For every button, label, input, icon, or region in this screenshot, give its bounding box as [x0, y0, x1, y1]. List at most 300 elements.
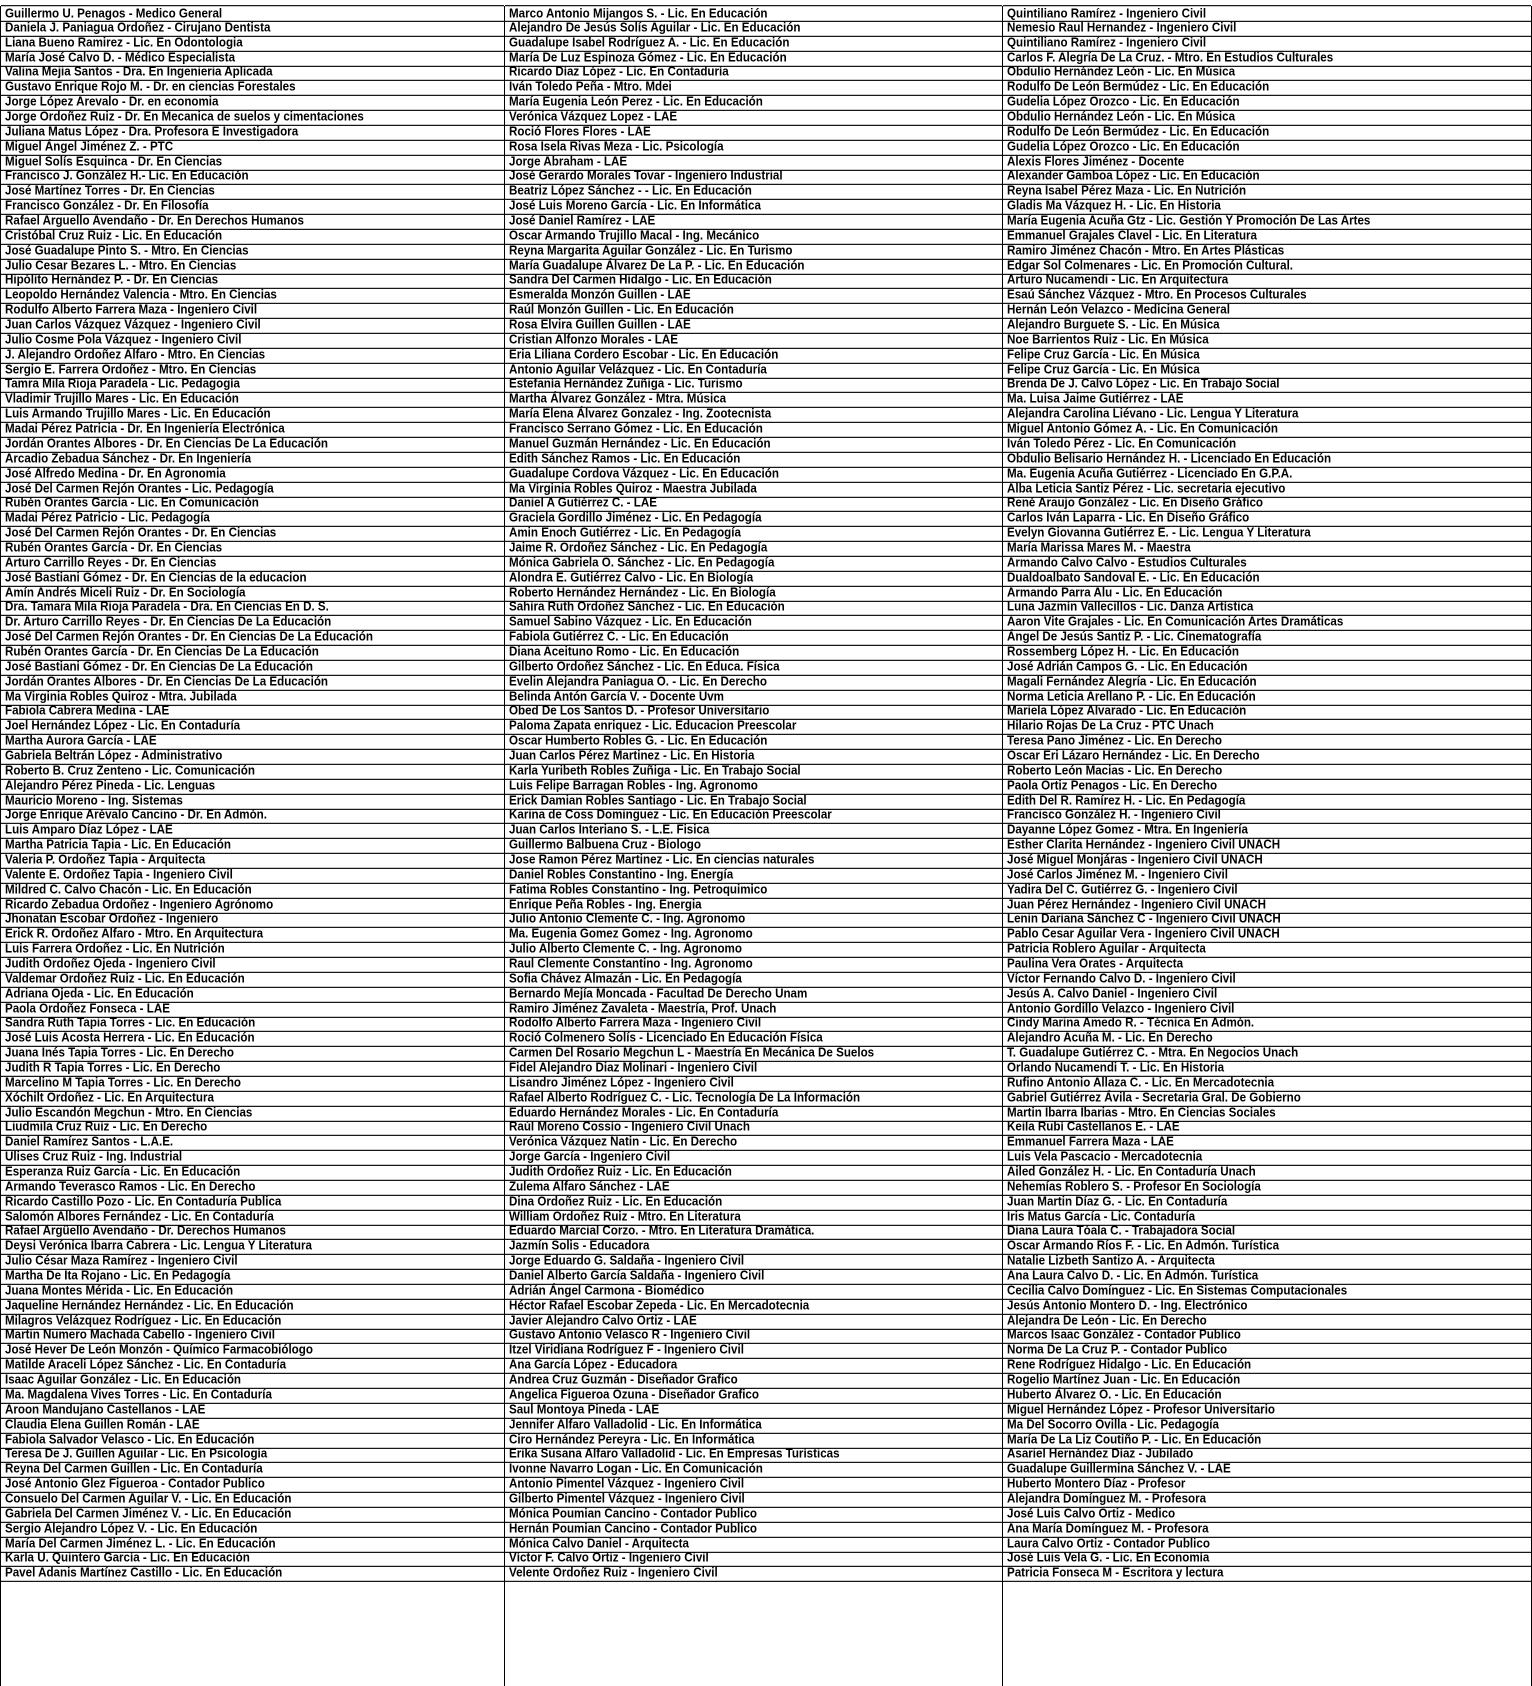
table-cell: María De Luz Espinoza Gómez - Lic. En Educación [505, 50, 1002, 67]
table-cell: Enrique Peña Robles - Ing. Energia [505, 897, 1002, 914]
table-cell: Roberto León Macias - Lic. En Derecho [1003, 763, 1531, 780]
table-cell: Belinda Antón García V. - Docente Uvm [505, 689, 1002, 706]
table-cell: Deysi Verónica Ibarra Cabrera - Lic. Lengua Y Literatura [1, 1238, 504, 1255]
table-cell: Juan Martin Díaz G. - Lic. En Contaduría [1003, 1194, 1531, 1211]
table-cell: Antonio Aguilar Velázquez - Lic. En Contaduría [505, 362, 1002, 379]
table-cell: Judith R Tapia Torres - Lic. En Derecho [1, 1060, 504, 1077]
table-cell: María Elena Álvarez Gonzalez - Ing. Zootecnista [505, 406, 1002, 423]
table-cell: María Marissa Mares M. - Maestra [1003, 540, 1531, 557]
table-cell: Erick Damian Robles Santiago - Lic. En Trabajo Social [505, 793, 1002, 810]
table-cell: Bernardo Mejía Moncada - Facultad De Derecho Unam [505, 986, 1002, 1003]
table-cell: Roberto B. Cruz Zenteno - Lic. Comunicación [1, 763, 504, 780]
table-cell: Paulina Vera Orates - Arquitecta [1003, 956, 1531, 973]
table-cell: Felipe Cruz García - Lic. En Música [1003, 347, 1531, 364]
table-cell: Huberto Montero Díaz - Profesor [1003, 1476, 1531, 1493]
table-cell: Marco Antonio Mijangos S. - Lic. En Educación [505, 5, 1002, 22]
table-cell: Obdulio Hernández León - Lic. En Música [1003, 65, 1531, 82]
table-cell: Paola Ortiz Penagos - Lic. En Derecho [1003, 778, 1531, 795]
table-cell: Erick R. Ordoñez Alfaro - Mtro. En Arquitectura [1, 926, 504, 943]
table-cell: Quintiliano Ramírez - Ingeniero Civil [1003, 5, 1531, 22]
table-cell: Rosa Isela Rivas Meza - Lic. Psicología [505, 139, 1002, 156]
table-cell: Aroon Mandujano Castellanos - LAE [1, 1402, 504, 1419]
table-cell: Rodulfo De León Bermúdez - Lic. En Educación [1003, 124, 1531, 141]
table-cell: Gabriela Beltrán López - Administrativo [1, 748, 504, 765]
table-cell: Paloma Zapata enriquez - Lic. Educacion Preescolar [505, 718, 1002, 735]
table-cell: Cecilia Calvo Domínguez - Lic. En Sistemas Computacionales [1003, 1283, 1531, 1300]
table-cell: Verónica Vázquez Natin - Lic. En Derecho [505, 1134, 1002, 1151]
table-cell: Jesús Antonio Montero D. - Ing. Electrónico [1003, 1298, 1531, 1315]
table-cell: Alejandro Burguete S. - Lic. En Música [1003, 317, 1531, 334]
table-cell: Jordán Orantes Albores - Dr. En Ciencias De La Educación [1, 436, 504, 453]
table-cell: Roció Flores Flores - LAE [505, 124, 1002, 141]
table-cell: Paola Ordoñez Fonseca - LAE [1, 1001, 504, 1018]
table-cell: Samuel Sabino Vázquez - Lic. En Educación [505, 614, 1002, 631]
table-cell: Asariel Hernández Díaz - Jubilado [1003, 1446, 1531, 1463]
table-cell: Nehemías Roblero S. - Profesor En Sociología [1003, 1179, 1531, 1196]
table-cell: Ricardo Zebadua Ordoñez - Ingeniero Agrónomo [1, 897, 504, 914]
table-cell: Salomón Albores Fernández - Lic. En Contaduría [1, 1209, 504, 1226]
table-cell: Luis Armando Trujillo Mares - Lic. En Educación [1, 406, 504, 423]
table-cell: Ma. Eugenia Gomez Gomez - Ing. Agronomo [505, 926, 1002, 943]
table-cell: Emmanuel Grajales Clavel - Lic. En Literatura [1003, 228, 1531, 245]
table-cell: J. Alejandro Ordoñez Alfaro - Mtro. En Ciencias [1, 347, 504, 364]
table-cell: Eduardo Hernández Morales - Lic. En Contaduría [505, 1105, 1002, 1122]
table-cell: Ricardo Castillo Pozo - Lic. En Contaduría Publica [1, 1194, 504, 1211]
table-cell: Amin Enoch Gutiérrez - Lic. En Pedagogía [505, 525, 1002, 542]
table-cell: Rosa Elvira Guillen Guillen - LAE [505, 317, 1002, 334]
table-cell: Itzel Viridiana Rodríguez F - Ingeniero Civil [505, 1342, 1002, 1359]
table-cell: Ma Del Socorro Ovilla - Lic. Pedagogía [1003, 1417, 1531, 1434]
table-cell: Hipólito Hernández P. - Dr. En Ciencias [1, 273, 504, 290]
table-cell: Yadira Del C. Gutiérrez G. - Ingeniero Civil [1003, 882, 1531, 899]
table-cell: Jhonatan Escobar Ordoñez - Ingeniero [1, 912, 504, 929]
table-cell: Hernán Poumian Cancino - Contador Publico [505, 1521, 1002, 1538]
table-cell: T. Guadalupe Gutiérrez C. - Mtra. En Negocios Unach [1003, 1045, 1531, 1062]
table-cell: Natalie Lizbeth Santizo A. - Arquitecta [1003, 1253, 1531, 1270]
table-cell: Daniel Alberto García Saldaña - Ingeniero Civil [505, 1268, 1002, 1285]
table-cell: Erika Susana Alfaro Valladolid - Lic. En Empresas Turísticas [505, 1446, 1002, 1463]
table-cell: Claudia Elena Guillen Román - LAE [1, 1417, 504, 1434]
table-cell: Rossemberg López H. - Lic. En Educación [1003, 644, 1531, 661]
table-cell: Martha Álvarez González - Mtra. Música [505, 391, 1002, 408]
table-cell: Orlando Nucamendi T. - Lic. En Historia [1003, 1060, 1531, 1077]
table-cell: Ma Virginia Robles Quiroz - Maestra Jubilada [505, 481, 1002, 498]
table-cell: Raul Clemente Constantino - Ing. Agronomo [505, 956, 1002, 973]
table-cell: José Luis Acosta Herrera - Lic. En Educación [1, 1030, 504, 1047]
table-cell: Alejandra Carolina Liévano - Lic. Lengua Y Literatura [1003, 406, 1531, 423]
table-cell: Ana Laura Calvo D. - Lic. En Admón. Turística [1003, 1268, 1531, 1285]
table-cell: Jaime R. Ordoñez Sánchez - Lic. En Pedagogía [505, 540, 1002, 557]
table-cell: Emmanuel Farrera Maza - LAE [1003, 1134, 1531, 1151]
table-cell: Jennifer Alfaro Valladolid - Lic. En Informática [505, 1417, 1002, 1434]
table-cell: Esther Clarita Hernández - Ingeniero Civil UNACH [1003, 837, 1531, 854]
table-cell: Evelin Alejandra Paniagua O. - Lic. En Derecho [505, 674, 1002, 691]
table-cell: Francisco Serrano Gómez - Lic. En Educación [505, 421, 1002, 438]
table-cell: Sergio Alejandro López V. - Lic. En Educación [1, 1521, 504, 1538]
table-cell: Oscar Eri Lázaro Hernández - Lic. En Derecho [1003, 748, 1531, 765]
table-cell: Sandra Del Carmen Hidalgo - Lic. En Educación [505, 273, 1002, 290]
table-cell: Teresa Pano Jiménez - Lic. En Derecho [1003, 733, 1531, 750]
table-cell: Evelyn Giovanna Gutiérrez E. - Lic. Lengua Y Literatura [1003, 525, 1531, 542]
names-column-1 [0, 6, 504, 1686]
table-cell: Valdemar Ordoñez Ruiz - Lic. En Educación [1, 971, 504, 988]
table-cell: Valina Mejia Santos - Dra. En Ingenieria Aplicada [1, 65, 504, 82]
table-cell: Jose Ramon Pérez Martinez - Lic. En ciencias naturales [505, 852, 1002, 869]
table-cell: Julio Alberto Clemente C. - Ing. Agronomo [505, 941, 1002, 958]
table-cell: Reyna Del Carmen Guillen - Lic. En Contaduría [1, 1461, 504, 1478]
table-cell: Guadalupe Isabel Rodríguez A. - Lic. En Educación [505, 35, 1002, 52]
table-cell: Sofia Chávez Almazán - Lic. En Pedagogía [505, 971, 1002, 988]
table-cell: Ricardo Díaz López - Lic. En Contaduría [505, 65, 1002, 82]
table-cell: Patricia Fonseca M - Escritora y lectura [1003, 1565, 1531, 1582]
table-cell: Matilde Araceli López Sánchez - Lic. En Contaduría [1, 1357, 504, 1374]
table-cell: Cindy Marina Amedo R. - Técnica En Admón. [1003, 1016, 1531, 1033]
table-cell: Jorge Eduardo G. Saldaña - Ingeniero Civil [505, 1253, 1002, 1270]
table-cell: Jorge Ordoñez Ruiz - Dr. En Mecanica de suelos y cimentaciones [1, 109, 504, 126]
table-cell: Alexander Gamboa López - Lic. En Educación [1003, 169, 1531, 186]
table-cell: José Miguel Monjáras - Ingeniero Civil UNACH [1003, 852, 1531, 869]
table-cell: Martin Ibarra Ibarias - Mtro. En Ciencias Sociales [1003, 1105, 1531, 1122]
table-cell: Oscar Armando Trujillo Macal - Ing. Mecánico [505, 228, 1002, 245]
table-cell: Armando Teverasco Ramos - Lic. En Derecho [1, 1179, 504, 1196]
table-cell: Héctor Rafael Escobar Zepeda - Lic. En Mercadotecnia [505, 1298, 1002, 1315]
table-cell: Obed De Los Santos D. - Profesor Universitario [505, 703, 1002, 720]
table-cell: Gilberto Pimentel Vázquez - Ingeniero Civil [505, 1491, 1002, 1508]
table-cell: Daniela J. Paniagua Ordoñez - Cirujano Dentista [1, 20, 504, 37]
table-cell: Sahira Ruth Ordoñez Sánchez - Lic. En Educación [505, 599, 1002, 616]
table-cell: Rubén Orantes García - Dr. En Ciencias [1, 540, 504, 557]
table-cell: Francisco J. González H.- Lic. En Educación [1, 169, 504, 186]
table-cell: Karla U. Quintero García - Lic. En Educación [1, 1550, 504, 1567]
table-cell: José Carlos Jiménez M. - Ingeniero Civil [1003, 867, 1531, 884]
table-cell: Edgar Sol Colmenares - Lic. En Promoción Cultural. [1003, 258, 1531, 275]
table-cell: María De La Liz Coutiño P. - Lic. En Educación [1003, 1432, 1531, 1449]
table-cell: Rodulfo De León Bermúdez - Lic. En Educación [1003, 79, 1531, 96]
table-cell: Reyna Isabel Pérez Maza - Lic. En Nutrición [1003, 183, 1531, 200]
table-cell: José Luis Calvo Ortiz - Medico [1003, 1506, 1531, 1523]
table-cell: Norma Leticia Arellano P. - Lic. En Educación [1003, 689, 1531, 706]
table-cell: Liana Bueno Ramirez - Lic. En Odontologia [1, 35, 504, 52]
table-cell: Alba Leticia Santiz Pérez - Lic. secretaria ejecutivo [1003, 481, 1531, 498]
table-cell: Diana Laura Tóala C. - Trabajadora Social [1003, 1224, 1531, 1241]
table-cell: Ángel De Jesús Santiz P. - Lic. Cinematografía [1003, 629, 1531, 646]
table-cell: Rodulfo Alberto Farrera Maza - Ingeniero Civil [1, 302, 504, 319]
table-cell: Alejandro De Jesús Solís Aguilar - Lic. En Educación [505, 20, 1002, 37]
table-cell: Fabiola Salvador Velasco - Lic. En Educación [1, 1432, 504, 1449]
table-cell: Jorge Enrique Arévalo Cancino - Dr. En Admón. [1, 808, 504, 825]
table-cell: Sergio E. Farrera Ordoñez - Mtro. En Ciencias [1, 362, 504, 379]
table-cell: Esmeralda Monzón Guillen - LAE [505, 287, 1002, 304]
table-cell: Huberto Álvarez O. - Lic. En Educación [1003, 1387, 1531, 1404]
table-cell: Mónica Poumian Cancino - Contador Publico [505, 1506, 1002, 1523]
table-cell: Edith Sánchez Ramos - Lic. En Educación [505, 451, 1002, 468]
table-cell: Eduardo Marcial Corzo. - Mtro. En Literatura Dramática. [505, 1224, 1002, 1241]
table-cell: Armando Calvo Calvo - Estudios Culturales [1003, 555, 1531, 572]
table-cell: Madai Pérez Patricia - Dr. En Ingeniería Electrónica [1, 421, 504, 438]
table-cell: Juan Carlos Vázquez Vázquez - Ingeniero Civil [1, 317, 504, 334]
table-cell: Magali Fernández Alegría - Lic. En Educación [1003, 674, 1531, 691]
table-cell: Miguel Solís Esquinca - Dr. En Ciencias [1, 154, 504, 171]
table-cell: Norma De La Cruz P. - Contador Publico [1003, 1342, 1531, 1359]
table-cell: Xóchilt Ordoñez - Lic. En Arquitectura [1, 1090, 504, 1107]
table-cell: Ma. Luisa Jaime Gutiérrez - LAE [1003, 391, 1531, 408]
table-cell: María Del Carmen Jiménez L. - Lic. En Educación [1, 1536, 504, 1553]
names-column-3 [1002, 6, 1532, 1686]
table-cell: Guadalupe Guillermina Sánchez V. - LAE [1003, 1461, 1531, 1478]
table-cell: Valente E. Ordoñez Tapia - Ingeniero Civil [1, 867, 504, 884]
table-cell: Mónica Gabriela O. Sánchez - Lic. En Pedagogía [505, 555, 1002, 572]
table-cell: Jesús A. Calvo Daniel - Ingeniero Civil [1003, 986, 1531, 1003]
table-cell: Lisandro Jiménez López - Ingeniero Civil [505, 1075, 1002, 1092]
table-cell: Rene Rodríguez Hidalgo - Lic. En Educación [1003, 1357, 1531, 1374]
table-cell: Hilario Rojas De La Cruz - PTC Unach [1003, 718, 1531, 735]
table-cell: Rafael Argüello Avendaño - Dr. Derechos Humanos [1, 1224, 504, 1241]
table-cell: Manuel Guzmán Hernández - Lic. En Educación [505, 436, 1002, 453]
table-cell: Laura Calvo Ortiz - Contador Publico [1003, 1536, 1531, 1553]
table-cell: Hernán León Velazco - Medicina General [1003, 302, 1531, 319]
table-cell: Cristóbal Cruz Ruiz - Lic. En Educación [1, 228, 504, 245]
table-cell: Brenda De J. Calvo López - Lic. En Trabajo Social [1003, 377, 1531, 394]
table-cell: Marcelino M Tapia Torres - Lic. En Derecho [1, 1075, 504, 1092]
table-cell: Marcos Isaac González - Contador Publico [1003, 1328, 1531, 1345]
table-cell: Antonio Pimentel Vázquez - Ingeniero Civil [505, 1476, 1002, 1493]
table-cell: Dualdoalbato Sandoval E. - Lic. En Educación [1003, 570, 1531, 587]
table-cell: Teresa De J. Guillen Aguilar - Lic. En Psicología [1, 1446, 504, 1463]
table-cell: Fidel Alejandro Diaz Molinari - Ingeniero Civil [505, 1060, 1002, 1077]
table-cell: Fatima Robles Constantino - Ing. Petroquimico [505, 882, 1002, 899]
table-cell: José Bastiani Gómez - Dr. En Ciencias De La Educación [1, 659, 504, 676]
table-cell: Saul Montoya Pineda - LAE [505, 1402, 1002, 1419]
table-cell: Alondra E. Gutiérrez Calvo - Lic. En Biología [505, 570, 1002, 587]
table-cell: René Araujo González - Lic. En Diseño Gráfico [1003, 495, 1531, 512]
table-cell: Gudelia López Orozco - Lic. En Educación [1003, 94, 1531, 111]
table-cell: William Ordoñez Ruiz - Mtro. En Literatura [505, 1209, 1002, 1226]
table-cell: Ailed González H. - Lic. En Contaduría Unach [1003, 1164, 1531, 1181]
table-cell: José Adrián Campos G. - Lic. En Educación [1003, 659, 1531, 676]
table-cell: Joel Hernández López - Lic. En Contaduría [1, 718, 504, 735]
table-cell: Ciro Hernández Pereyra - Lic. En Informática [505, 1432, 1002, 1449]
table-cell: Reyna Margarita Aguilar González - Lic. En Turismo [505, 243, 1002, 260]
table-cell: Miguel Hernández López - Profesor Universitario [1003, 1402, 1531, 1419]
table-cell: Martin Numero Machada Cabello - Ingeniero Civil [1, 1328, 504, 1345]
table-cell: José Guadalupe Pinto S. - Mtro. En Ciencias [1, 243, 504, 260]
table-cell: Martha De Ita Rojano - Lic. En Pedagogía [1, 1268, 504, 1285]
table-cell: José Daniel Ramírez - LAE [505, 213, 1002, 230]
table-cell: José Del Carmen Rejón Orantes - Lic. Pedagogía [1, 481, 504, 498]
table-cell: Julio Antonio Clemente C. - Ing. Agronomo [505, 912, 1002, 929]
table-cell: Karina de Coss Dominguez - Lic. En Educación Preescolar [505, 808, 1002, 825]
table-cell: Jorge García - Ingeniero Civil [505, 1149, 1002, 1166]
table-cell: María Guadalupe Álvarez De La P. - Lic. En Educación [505, 258, 1002, 275]
table-cell: José Luis Moreno García - Lic. En Informática [505, 198, 1002, 215]
table-cell: Obdulio Belisario Hernández H. - Licenciado En Educación [1003, 451, 1531, 468]
table-cell: María Eugenia Acuña Gtz - Lic. Gestión Y Promoción De Las Artes [1003, 213, 1531, 230]
table-cell: Leopoldo Hernández Valencia - Mtro. En Ciencias [1, 287, 504, 304]
table-cell: Gabriela Del Carmen Jiménez V. - Lic. En Educación [1, 1506, 504, 1523]
table-cell: Judith Ordoñez Ojeda - Ingeniero Civil [1, 956, 504, 973]
table-cell: Carmen Del Rosario Megchun L - Maestría En Mecánica De Suelos [505, 1045, 1002, 1062]
table-cell: Madai Pérez Patricio - Lic. Pedagogía [1, 510, 504, 527]
table-cell: Diana Aceituno Romo - Lic. En Educación [505, 644, 1002, 661]
table-cell: Oscar Armando Ríos F. - Lic. En Admón. Turística [1003, 1238, 1531, 1255]
table-cell: Ramiro Jiménez Chacón - Mtro. En Artes Plásticas [1003, 243, 1531, 260]
table-cell: Judith Ordoñez Ruiz - Lic. En Educación [505, 1164, 1002, 1181]
table-cell: Julio Cosme Pola Vázquez - Ingeniero Civil [1, 332, 504, 349]
table-cell: Angelica Figueroa Ozuna - Diseñador Grafico [505, 1387, 1002, 1404]
table-cell: Dra. Tamara Mila Rioja Paradela - Dra. En Ciencias En D. S. [1, 599, 504, 616]
table-cell: José Gerardo Morales Tovar - Ingeniero Industrial [505, 169, 1002, 186]
table-cell: Armando Parra Alu - Lic. En Educación [1003, 585, 1531, 602]
table-cell: Mariela López Alvarado - Lic. En Educación [1003, 703, 1531, 720]
table-cell: Felipe Cruz García - Lic. En Música [1003, 362, 1531, 379]
table-cell: Daniel Robles Constantino - Ing. Energía [505, 867, 1002, 884]
table-cell: Ramiro Jiménez Zavaleta - Maestría, Prof. Unach [505, 1001, 1002, 1018]
table-cell: Jazmín Solis - Educadora [505, 1238, 1002, 1255]
table-cell: Jorge López Arevalo - Dr. en economia [1, 94, 504, 111]
table-cell: Oscar Humberto Robles G. - Lic. En Educación [505, 733, 1002, 750]
table-cell: Consuelo Del Carmen Aguilar V. - Lic. En Educación [1, 1491, 504, 1508]
table-cell: Pablo Cesar Aguilar Vera - Ingeniero Civil UNACH [1003, 926, 1531, 943]
table-cell: Ana María Domínguez M. - Profesora [1003, 1521, 1531, 1538]
table-cell: José Del Carmen Rejón Orantes - Dr. En Ciencias De La Educación [1, 629, 504, 646]
table-cell: Iván Toledo Peña - Mtro. Mdei [505, 79, 1002, 96]
table-cell: Rafael Alberto Rodríguez C. - Lic. Tecnología De La Información [505, 1090, 1002, 1107]
table-cell: Ulises Cruz Ruiz - Ing. Industrial [1, 1149, 504, 1166]
table-cell: Gustavo Enrique Rojo M. - Dr. en ciencias Forestales [1, 79, 504, 96]
table-cell: Alejandro Acuña M. - Lic. En Derecho [1003, 1030, 1531, 1047]
table-cell: Dina Ordoñez Ruiz - Lic. En Educación [505, 1194, 1002, 1211]
table-cell: Milagros Velázquez Rodríguez - Lic. En Educación [1, 1313, 504, 1330]
table-cell: Julio Cesar Bezares L. - Mtro. En Ciencias [1, 258, 504, 275]
table-cell: Lenin Dariana Sánchez C - Ingeniero Civil UNACH [1003, 912, 1531, 929]
table-cell: Adrián Ángel Carmona - Biomédico [505, 1283, 1002, 1300]
table-cell: Juana Montes Mérida - Lic. En Educación [1, 1283, 504, 1300]
table-cell: Rogelio Martínez Juan - Lic. En Educación [1003, 1372, 1531, 1389]
table-cell: Martha Patricia Tapia - Lic. En Educación [1, 837, 504, 854]
table-cell: Nemesio Raul Hernandez - Ingeniero Civil [1003, 20, 1531, 37]
table-cell: Francisco González - Dr. En Filosofía [1, 198, 504, 215]
table-cell: Beatriz López Sánchez - - Lic. En Educación [505, 183, 1002, 200]
table-cell: Juliana Matus López - Dra. Profesora E Investigadora [1, 124, 504, 141]
table-cell: Víctor F. Calvo Ortiz - Ingeniero Civil [505, 1550, 1002, 1567]
table-cell: Raúl Monzón Guillen - Lic. En Educación [505, 302, 1002, 319]
table-cell: Velente Ordoñez Ruiz - Ingeniero Civil [505, 1565, 1002, 1582]
table-cell: Fabiola Gutiérrez C. - Lic. En Educación [505, 629, 1002, 646]
table-cell: Cristian Alfonzo Morales - LAE [505, 332, 1002, 349]
table-cell: Dr. Arturo Carrillo Reyes - Dr. En Ciencias De La Educación [1, 614, 504, 631]
table-cell: Verónica Vázquez Lopez - LAE [505, 109, 1002, 126]
table-cell: Aaron Vite Grajales - Lic. En Comunicación Artes Dramáticas [1003, 614, 1531, 631]
table-cell: Fabiola Cabrera Medina - LAE [1, 703, 504, 720]
table-cell: Antonio Gordillo Velazco - Ingeniero Civil [1003, 1001, 1531, 1018]
table-cell: Mónica Calvo Daniel - Arquitecta [505, 1536, 1002, 1553]
table-cell: Jorge Abraham - LAE [505, 154, 1002, 171]
table-cell: Arturo Nucamendi - Lic. En Arquitectura [1003, 273, 1531, 290]
table-cell: Amín Andrés Miceli Ruiz - Dr. En Sociología [1, 585, 504, 602]
table-cell: Alejandra Domínguez M. - Profesora [1003, 1491, 1531, 1508]
table-cell: Esaú Sánchez Vázquez - Mtro. En Procesos Culturales [1003, 287, 1531, 304]
table-cell: Estefanía Hernández Zuñiga - Lic. Turismo [505, 377, 1002, 394]
table-cell: Graciela Gordillo Jiménez - Lic. En Pedagogía [505, 510, 1002, 527]
table-cell: Esperanza Ruiz García - Lic. En Educación [1, 1164, 504, 1181]
table-cell: Francisco González H. - Ingeniero Civil [1003, 808, 1531, 825]
table-cell: Gustavo Antonio Velasco R - Ingeniero Civil [505, 1328, 1002, 1345]
table-cell: Valeria P. Ordoñez Tapia - Arquitecta [1, 852, 504, 869]
table-cell: Jaqueline Hernández Hernández - Lic. En Educación [1, 1298, 504, 1315]
table-cell: Juana Inés Tapia Torres - Lic. En Derecho [1, 1045, 504, 1062]
table-cell: Gilberto Ordoñez Sánchez - Lic. En Educa. Física [505, 659, 1002, 676]
table-cell: Rodolfo Alberto Farrera Maza - Ingeniero Civil [505, 1016, 1002, 1033]
table-cell: José Alfredo Medina - Dr. En Agronomia [1, 466, 504, 483]
table-cell: Daniel Ramírez Santos - L.A.E. [1, 1134, 504, 1151]
table-cell: Rufino Antonio Allaza C. - Lic. En Mercadotecnia [1003, 1075, 1531, 1092]
table-cell: Ma. Magdalena Vives Torres - Lic. En Contaduría [1, 1387, 504, 1404]
table-cell: María José Calvo D. - Médico Especialista [1, 50, 504, 67]
table-cell: Rubén Orantes García - Dr. En Ciencias De La Educación [1, 644, 504, 661]
table-cell: Juan Carlos Pérez Martinez - Lic. En Historia [505, 748, 1002, 765]
table-cell: Eria Liliana Cordero Escobar - Lic. En Educación [505, 347, 1002, 364]
table-cell: Gudelia López Orozco - Lic. En Educación [1003, 139, 1531, 156]
table-cell: Arcadio Zebadua Sánchez - Dr. En Ingeniería [1, 451, 504, 468]
table-cell: Keila Rubí Castellanos E. - LAE [1003, 1120, 1531, 1137]
table-cell: Alejandro Pérez Pineda - Lic. Lenguas [1, 778, 504, 795]
table-cell: Raúl Moreno Cossío - Ingeniero Civil Unach [505, 1120, 1002, 1137]
table-cell: Víctor Fernando Calvo D. - Ingeniero Civil [1003, 971, 1531, 988]
table-cell: Obdulio Hernández León - Lic. En Música [1003, 109, 1531, 126]
table-cell: Ma Virginia Robles Quiroz - Mtra. Jubilada [1, 689, 504, 706]
table-cell: Gabriel Gutiérrez Ávila - Secretaria Gral. De Gobierno [1003, 1090, 1531, 1107]
table-cell: Gladis Ma Vázquez H. - Lic. En Historia [1003, 198, 1531, 215]
table-cell: Ivonne Navarro Logan - Lic. En Comunicación [505, 1461, 1002, 1478]
table-cell: Jordán Orantes Albores - Dr. En Ciencias De La Educación [1, 674, 504, 691]
table-cell: Zulema Alfaro Sánchez - LAE [505, 1179, 1002, 1196]
table-cell: Rubén Orantes García - Lic. En Comunicación [1, 495, 504, 512]
table-cell: Guadalupe Cordova Vázquez - Lic. En Educación [505, 466, 1002, 483]
table-cell: Isaac Aguilar González - Lic. En Educación [1, 1372, 504, 1389]
table-cell: Sandra Ruth Tapia Torres - Lic. En Educación [1, 1016, 504, 1033]
table-cell: Adriana Ojeda - Lic. En Educación [1, 986, 504, 1003]
table-cell: María Eugenia León Perez - Lic. En Educación [505, 94, 1002, 111]
table-cell: Julio Escandón Megchun - Mtro. En Ciencias [1, 1105, 504, 1122]
table-cell: José Antonio Glez Figueroa - Contador Publico [1, 1476, 504, 1493]
table-cell: José Luis Vela G. - Lic. En Economía [1003, 1550, 1531, 1567]
table-cell: Edith Del R. Ramírez H. - Lic. En Pedagogía [1003, 793, 1531, 810]
table-cell: Alexis Flores Jiménez - Docente [1003, 154, 1531, 171]
table-cell: Mildred C. Calvo Chacón - Lic. En Educación [1, 882, 504, 899]
table-cell: Karla Yuribeth Robles Zuñiga - Lic. En Trabajo Social [505, 763, 1002, 780]
table-cell: Pavel Adanis Martínez Castillo - Lic. En Educación [1, 1565, 504, 1582]
table-cell: Rafael Arguello Avendaño - Dr. En Derechos Humanos [1, 213, 504, 230]
table-cell: Quintiliano Ramírez - Ingeniero Civil [1003, 35, 1531, 52]
table-cell: Vladimir Trujillo Mares - Lic. En Educación [1, 391, 504, 408]
table-cell: Iván Toledo Pérez - Lic. En Comunicación [1003, 436, 1531, 453]
names-column-2 [504, 6, 1002, 1686]
table-cell: José Hever De León Monzón - Químico Farmacobiólogo [1, 1342, 504, 1359]
table-cell: Roció Colmenero Solís - Licenciado En Educación Física [505, 1030, 1002, 1047]
table-cell: Noe Barrientos Ruiz - Lic. En Música [1003, 332, 1531, 349]
table-cell: Roberto Hernández Hernández - Lic. En Biología [505, 585, 1002, 602]
table-cell: Guillermo Balbuena Cruz - Biologo [505, 837, 1002, 854]
table-cell: Javier Alejandro Calvo Ortiz - LAE [505, 1313, 1002, 1330]
names-table [0, 6, 1532, 1686]
table-cell: Juan Pérez Hernández - Ingeniero Civil UNACH [1003, 897, 1531, 914]
table-cell: Liudmila Cruz Ruiz - Lic. En Derecho [1, 1120, 504, 1137]
table-cell: Miguel Antonio Gómez A. - Lic. En Comunicación [1003, 421, 1531, 438]
table-cell: Ma. Eugenia Acuña Gutiérrez - Licenciado En G.P.A. [1003, 466, 1531, 483]
table-cell: Julio César Maza Ramírez - Ingeniero Civil [1, 1253, 504, 1270]
table-cell: Andrea Cruz Guzmán - Diseñador Grafico [505, 1372, 1002, 1389]
table-cell: Luna Jazmín Vallecillos - Lic. Danza Artística [1003, 599, 1531, 616]
